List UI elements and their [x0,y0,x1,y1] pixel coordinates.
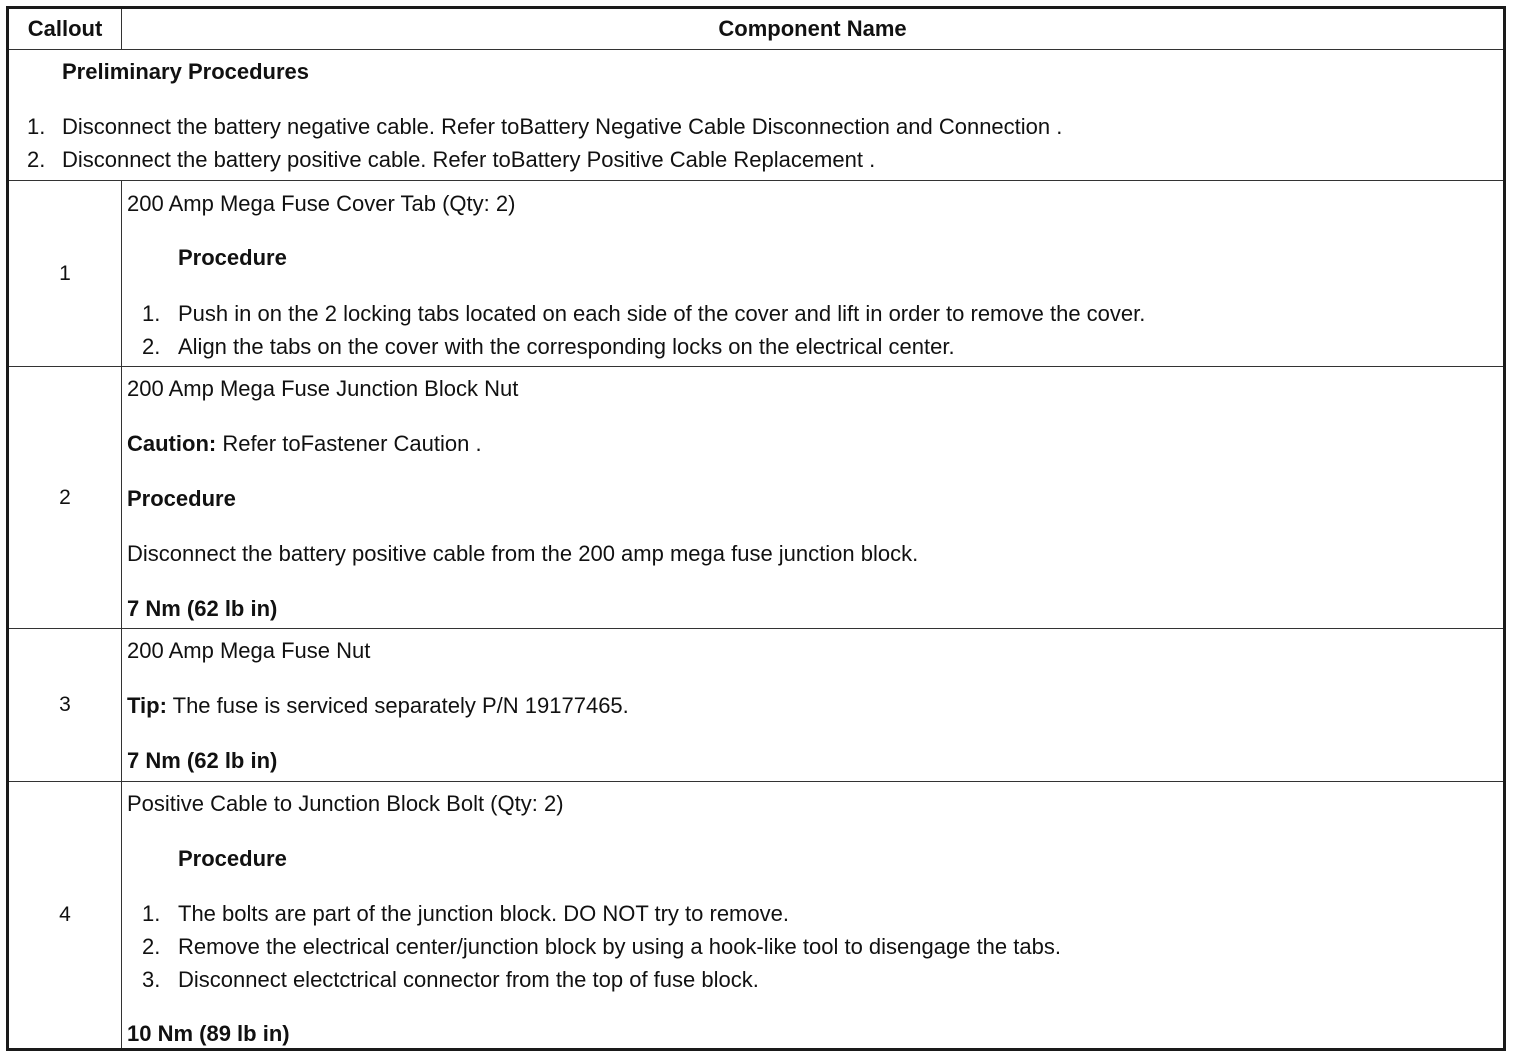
component-cell [121,367,1503,628]
procedure-step: Disconnect electctrical connector from the top of fuse block. [178,967,759,992]
caution-text: Refer toFastener Caution . [216,431,482,456]
table-row [9,781,1503,1048]
table-row [9,366,1503,628]
procedure-step: Remove the electrical center/junction block by using a hook-like tool to disengage the tabs. [178,934,1061,959]
preliminary-step-2: Disconnect the battery positive cable. Refer toBattery Positive Cable Replacement . [62,147,876,172]
procedure-label: Procedure [178,245,287,270]
procedure-label: Procedure [127,486,236,511]
component-name: Positive Cable to Junction Block Bolt (Qty: 2) [127,791,564,816]
step-number: 3. [142,967,161,992]
procedure-step: The bolts are part of the junction block. DO NOT try to remove. [178,901,789,926]
table-header-row [9,9,1503,49]
callout-number: 2 [59,485,71,509]
preliminary-procedures-row [9,49,1503,180]
procedure-step: Push in on the 2 locking tabs located on each side of the cover and lift in order to remove the cover. [178,301,1146,326]
component-cell [121,629,1503,781]
step-number: 1. [142,301,161,326]
callout-number: 1 [59,261,71,285]
preliminary-title: Preliminary Procedures [62,59,310,84]
torque-spec: 7 Nm (62 lb in) [127,748,278,773]
torque-spec: 7 Nm (62 lb in) [127,596,278,621]
tip-label: Tip: [127,693,167,718]
caution-label: Caution: [127,431,217,456]
component-name: 200 Amp Mega Fuse Nut [127,638,371,663]
component-cell [121,181,1503,366]
callout-number: 4 [59,903,71,926]
procedure-step: Align the tabs on the cover with the corresponding locks on the electrical center. [178,334,955,359]
table-row [9,180,1503,366]
table-row [9,628,1503,781]
callout-column-header: Callout [27,16,103,41]
tip-text: The fuse is serviced separately P/N 19177465. [166,693,629,718]
torque-spec: 10 Nm (89 lb in) [127,1021,290,1046]
tip-line [127,693,629,719]
callout-number: 3 [59,693,71,716]
step-number: 2. [142,934,161,959]
procedure-text: Disconnect the battery positive cable from the 200 amp mega fuse junction block. [127,541,919,566]
procedure-table [6,6,1506,1051]
procedure-label: Procedure [178,846,287,871]
step-number: 1. [142,901,161,926]
caution-line [127,431,482,457]
step-number: 2. [142,334,161,359]
preliminary-step-1: Disconnect the battery negative cable. Refer toBattery Negative Cable Disconnection and Connection . [62,114,1063,139]
step-number: 1. [27,114,46,139]
component-cell [121,782,1503,1048]
component-name: 200 Amp Mega Fuse Junction Block Nut [127,376,519,401]
step-number: 2. [27,147,46,172]
component-name: 200 Amp Mega Fuse Cover Tab (Qty: 2) [127,191,516,216]
component-name-column-header: Component Name [121,9,1503,49]
